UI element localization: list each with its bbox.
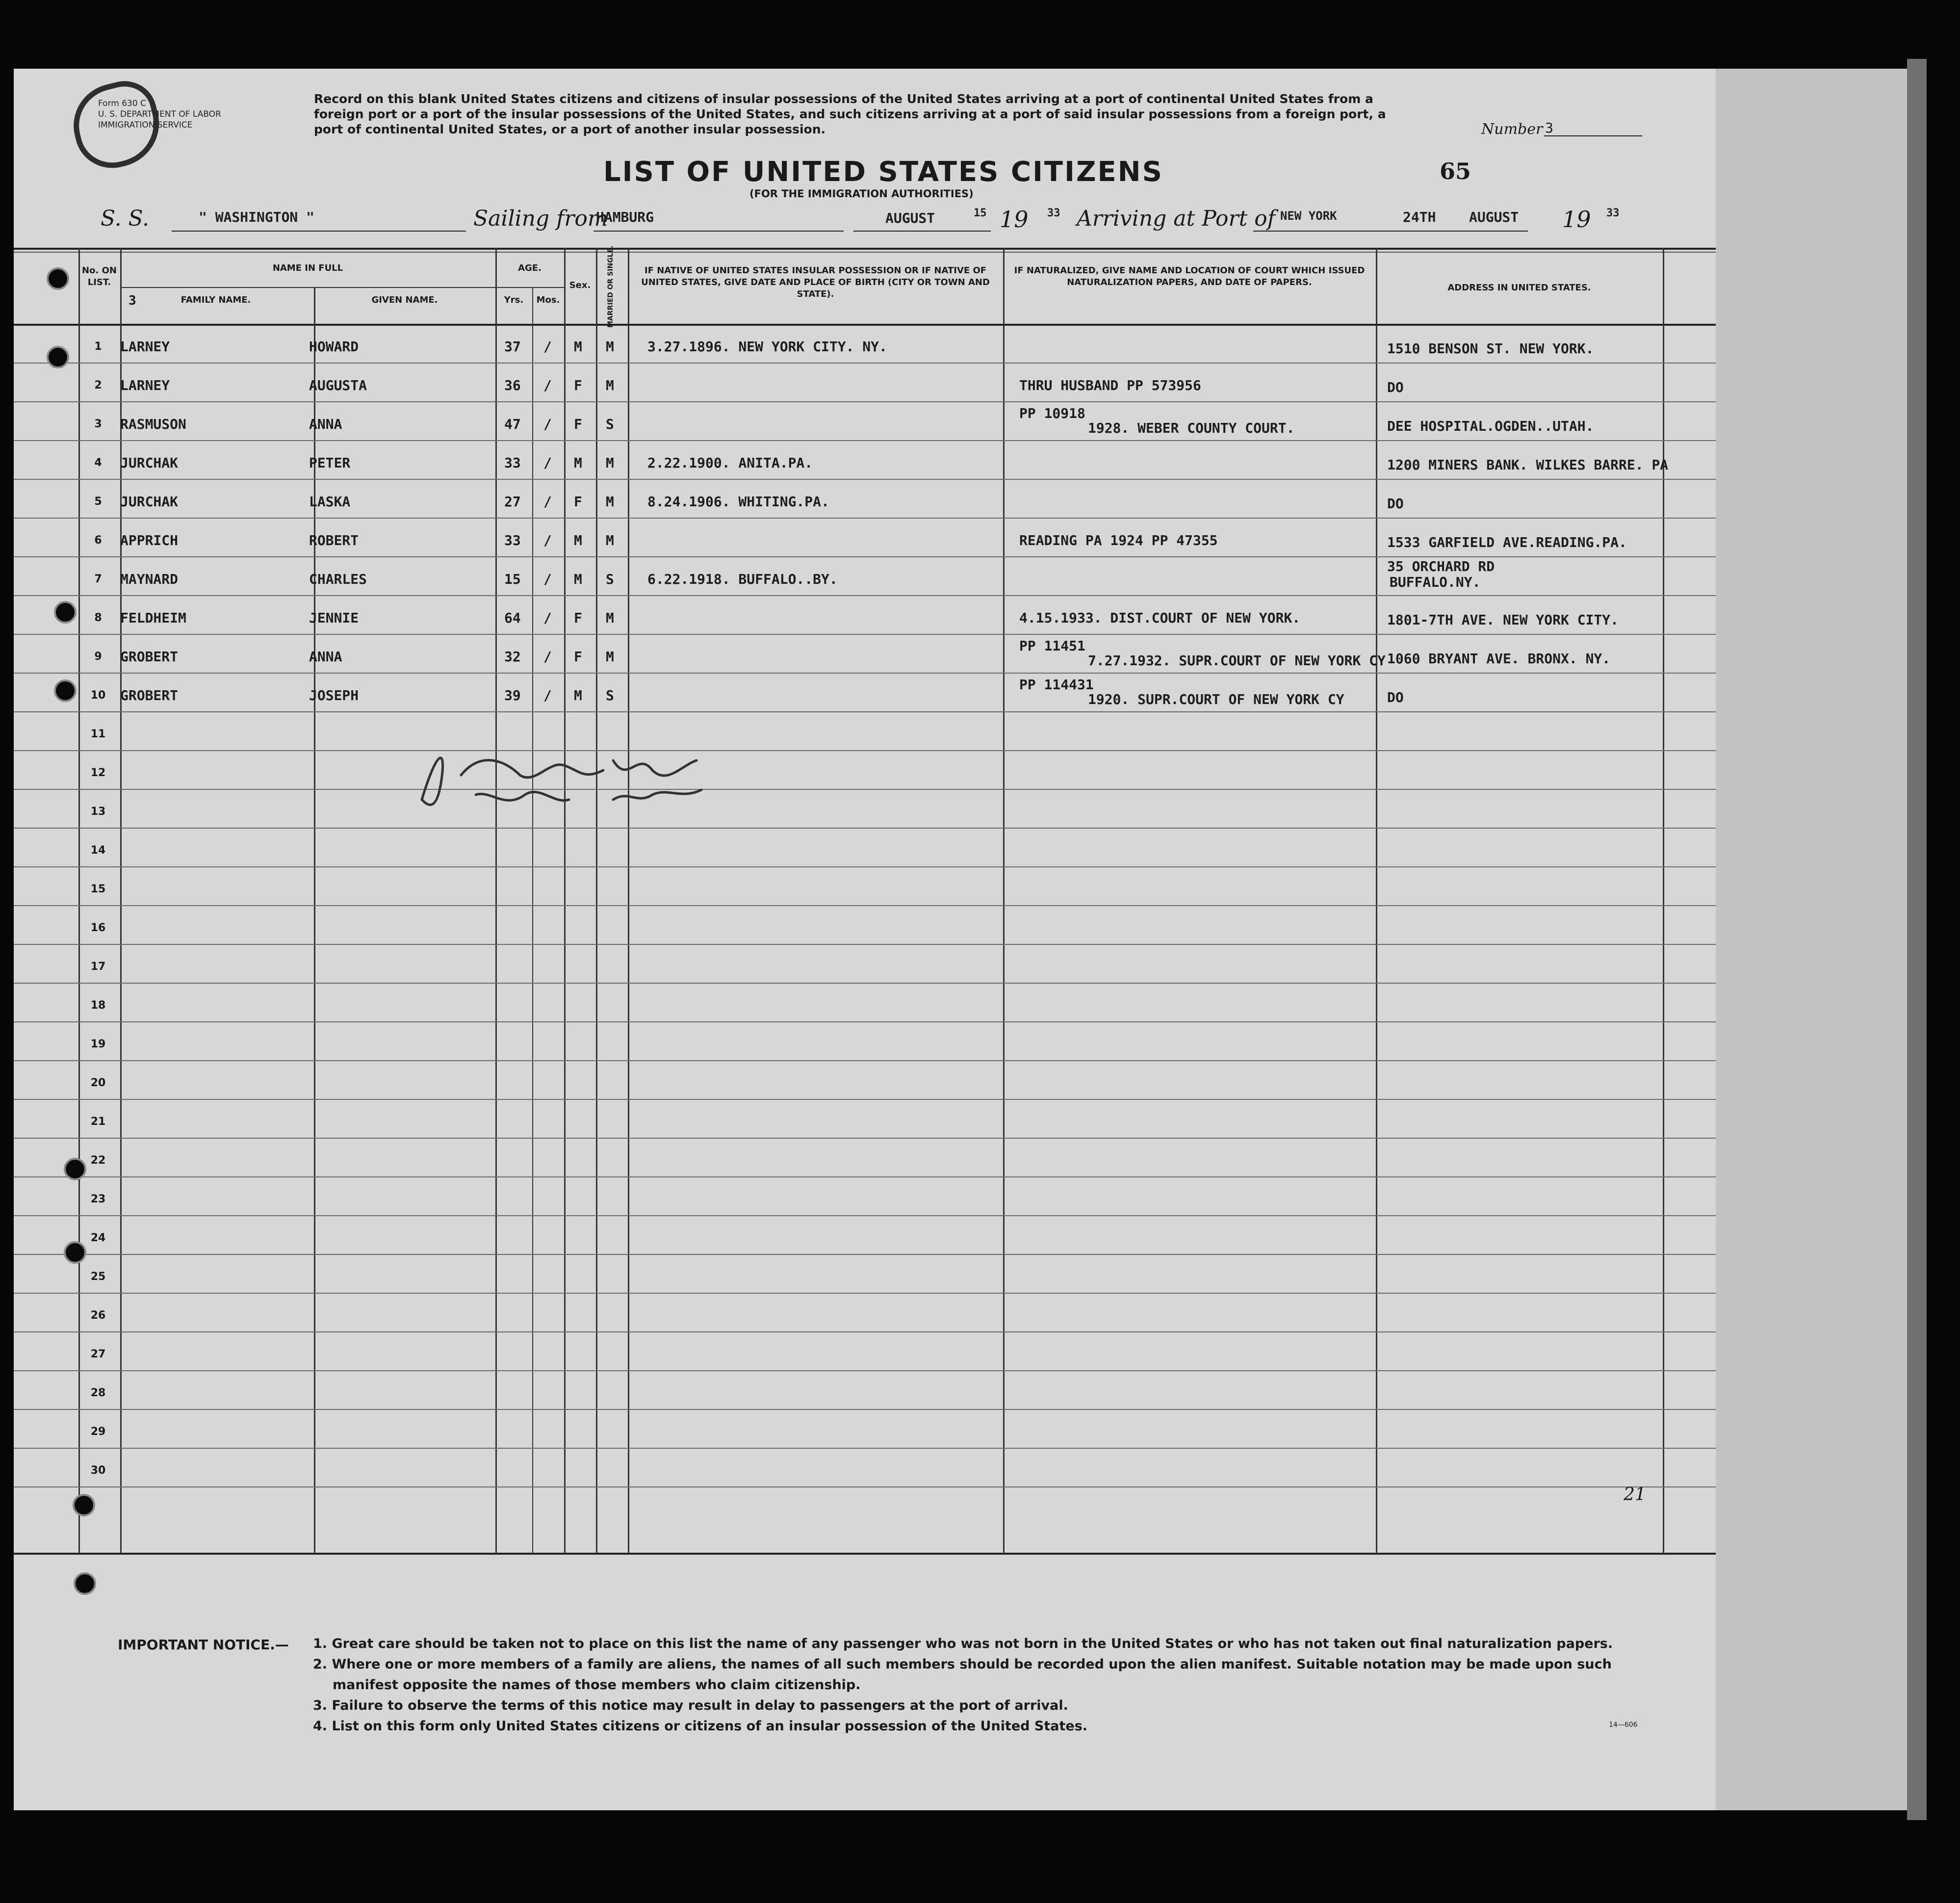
page-title: LIST OF UNITED STATES CITIZENS: [603, 156, 1163, 188]
row-number: 3: [94, 418, 102, 430]
years-header: Yrs.: [504, 295, 524, 305]
no-on-list-header: No. ON LIST.: [82, 265, 117, 287]
age-months: /: [543, 532, 552, 548]
folio-mark: 21: [1624, 1485, 1646, 1505]
row-number: 24: [90, 1232, 106, 1244]
table-top-rule: [14, 248, 1716, 250]
marital-status: M: [606, 377, 614, 393]
punch-hole: [47, 267, 69, 290]
age-months: /: [543, 416, 552, 432]
age-years: 15: [504, 571, 521, 587]
us-address-line2: BUFFALO.NY.: [1390, 574, 1481, 590]
row-number: 10: [90, 689, 106, 702]
marital-status: S: [606, 416, 614, 432]
arrival-day: 24TH: [1403, 209, 1436, 225]
given-name: LASKA: [309, 494, 351, 510]
table-row: [14, 750, 1716, 789]
row-number: 23: [90, 1193, 106, 1205]
family-name: LARNEY: [120, 339, 170, 355]
table-row: [14, 1021, 1716, 1060]
arriving-label: Arriving at Port of: [1077, 206, 1276, 231]
row-number: 25: [90, 1271, 106, 1283]
naturalization-info: READING PA 1924 PP 47355: [1019, 532, 1218, 548]
sex-value: M: [574, 455, 582, 471]
age-months: /: [543, 339, 552, 355]
sex-value: M: [574, 571, 582, 587]
birth-info: 6.22.1918. BUFFALO..BY.: [647, 571, 838, 587]
given-name: HOWARD: [309, 339, 359, 355]
birth-info: 2.22.1900. ANITA.PA.: [647, 455, 813, 471]
table-row: [14, 1293, 1716, 1331]
binding-edge: [1907, 59, 1927, 1820]
given-name: AUGUSTA: [309, 377, 367, 393]
sex-header: Sex.: [569, 280, 591, 290]
age-months: /: [543, 649, 552, 665]
row-number: 12: [90, 767, 106, 779]
row-number: 20: [90, 1077, 106, 1089]
family-name: LARNEY: [120, 377, 170, 393]
row-number: 1: [94, 340, 102, 353]
arrival-month: AUGUST: [1469, 209, 1519, 225]
family-group-mark: 3: [129, 293, 136, 308]
ship-underline: [172, 231, 466, 232]
row-number: 15: [90, 883, 106, 895]
sailing-day: 15: [974, 207, 987, 219]
age-years: 36: [504, 377, 521, 393]
us-address: 1510 BENSON ST. NEW YORK.: [1387, 340, 1594, 357]
address-header: ADDRESS IN UNITED STATES.: [1447, 283, 1591, 293]
sex-value: F: [574, 416, 582, 432]
age-years: 64: [504, 610, 521, 626]
age-years: 33: [504, 455, 521, 471]
instruction-line: foreign port or a port of the insular possessions of the United States, and such citizens arriving at a port of said insular possessions from a foreign port, a: [314, 107, 1386, 121]
table-row: [14, 1448, 1716, 1486]
family-name: RASMUSON: [120, 416, 186, 432]
sex-value: M: [574, 532, 582, 548]
row-number: 29: [90, 1426, 106, 1438]
row-number: 9: [94, 651, 102, 663]
marital-status: S: [606, 687, 614, 704]
row-number: 26: [90, 1309, 106, 1322]
table-row: [14, 866, 1716, 905]
sex-value: F: [574, 649, 582, 665]
notice-item: manifest opposite the names of those members who claim citizenship.: [333, 1677, 861, 1693]
marital-status: M: [606, 455, 614, 471]
row-rule: [14, 1486, 1716, 1487]
sailing-year: 33: [1047, 207, 1060, 219]
us-address: DEE HOSPITAL.OGDEN..UTAH.: [1387, 418, 1594, 434]
instruction-line: Record on this blank United States citizens and citizens of insular possessions of the United States arriving at a port of continental United States from a: [314, 92, 1373, 106]
sex-value: M: [574, 339, 582, 355]
table-row: [14, 595, 1716, 634]
birth-header: IF NATIVE OF UNITED STATES INSULAR POSSESSION OR IF NATIVE OF UNITED STATES, GIVE DATE AND PLACE OF BIRTH (CITY OR TOWN AND STATE).: [641, 265, 990, 299]
row-number: 17: [90, 961, 106, 973]
us-address: 35 ORCHARD RD: [1387, 558, 1495, 574]
us-address: 1200 MINERS BANK. WILKES BARRE. PA: [1387, 457, 1669, 473]
age-months: /: [543, 610, 552, 626]
table-row: [14, 1254, 1716, 1293]
family-name: FELDHEIM: [120, 610, 186, 626]
table-row: [14, 440, 1716, 479]
page-margin: [1716, 69, 1907, 1810]
naturalization-court: 1920. SUPR.COURT OF NEW YORK CY: [1088, 691, 1344, 707]
ss-label: S. S.: [101, 206, 150, 231]
naturalization-court: 1928. WEBER COUNTY COURT.: [1088, 420, 1295, 436]
table-row: [14, 479, 1716, 518]
family-name: GROBERT: [120, 649, 179, 665]
arrival-underline: [1253, 231, 1528, 232]
arrival-year-prefix: 19: [1562, 206, 1591, 233]
row-number: 11: [90, 728, 106, 740]
table-row: [14, 363, 1716, 401]
table-row: [14, 556, 1716, 595]
sheet-number: 65: [1440, 158, 1471, 184]
naturalization-info: THRU HUSBAND PP 573956: [1019, 377, 1201, 393]
punch-hole: [54, 601, 77, 624]
arrival-year: 33: [1606, 207, 1620, 219]
table-row: [14, 828, 1716, 866]
table-row: [14, 944, 1716, 983]
sailing-label: Sailing from: [473, 206, 608, 231]
notice-heading: IMPORTANT NOTICE.—: [118, 1637, 289, 1653]
ship-name: " WASHINGTON ": [199, 209, 315, 225]
notice-item: 1. Great care should be taken not to place on this list the name of any passenger who was not born in the United States or who has not taken out final naturalization papers.: [313, 1636, 1613, 1651]
instruction-line: port of continental United States, or a port of another insular possession.: [314, 122, 826, 136]
arrival-port: NEW YORK: [1280, 209, 1337, 223]
service-name: IMMIGRATION SERVICE: [98, 120, 193, 130]
birth-info: 3.27.1896. NEW YORK CITY. NY.: [647, 339, 887, 355]
age-years: 37: [504, 339, 521, 355]
punch-hole: [64, 1241, 86, 1264]
page-subtitle: (FOR THE IMMIGRATION AUTHORITIES): [749, 188, 974, 200]
naturalization-info: PP 114431: [1019, 677, 1094, 693]
punch-hole: [54, 679, 77, 702]
marital-status: M: [606, 649, 614, 665]
row-number: 28: [90, 1387, 106, 1399]
table-top-rule-inner: [14, 252, 1716, 253]
naturalization-court: 7.27.1932. SUPR.COURT OF NEW YORK CY: [1088, 652, 1386, 669]
form-identifier: [98, 98, 221, 130]
row-number: 6: [94, 534, 102, 547]
age-years: 39: [504, 687, 521, 704]
family-name: MAYNARD: [120, 571, 179, 587]
row-number: 14: [90, 844, 106, 857]
table-row: [14, 1099, 1716, 1138]
table-row: [14, 673, 1716, 711]
table-row: [14, 401, 1716, 440]
handwritten-signature: [407, 731, 799, 819]
age-months: /: [543, 377, 552, 393]
naturalization-info: 4.15.1933. DIST.COURT OF NEW YORK.: [1019, 610, 1301, 626]
age-years: 27: [504, 494, 521, 510]
naturalized-header: IF NATURALIZED, GIVE NAME AND LOCATION OF COURT WHICH ISSUED NATURALIZATION PAPERS, AND DATE OF PAPERS.: [1014, 265, 1365, 287]
table-row: [14, 1060, 1716, 1099]
row-number: 30: [90, 1464, 106, 1477]
form-number: Form 630 C: [98, 99, 146, 108]
age-months: /: [543, 455, 552, 471]
row-number: 7: [94, 573, 102, 585]
table-row: [14, 1215, 1716, 1254]
table-row: [14, 1176, 1716, 1215]
punch-hole: [74, 1572, 96, 1595]
row-number: 4: [94, 457, 102, 469]
us-address: DO: [1387, 495, 1404, 512]
us-address: 1060 BRYANT AVE. BRONX. NY.: [1387, 651, 1611, 667]
married-single-header: MARRIED OR SINGLE.: [607, 245, 615, 328]
table-row: [14, 905, 1716, 944]
punch-hole: [64, 1158, 86, 1180]
department-name: U. S. DEPARTMENT OF LABOR: [98, 109, 221, 119]
sailing-month: AUGUST: [885, 210, 935, 226]
name-subheader-rule: [120, 287, 495, 288]
months-header: Mos.: [536, 295, 560, 305]
us-address: 1801-7TH AVE. NEW YORK CITY.: [1387, 612, 1619, 628]
table-row: [14, 1138, 1716, 1176]
given-name-header: GIVEN NAME.: [371, 295, 438, 305]
year-prefix: 19: [1000, 206, 1029, 233]
table-row: [14, 789, 1716, 828]
row-number: 21: [90, 1116, 106, 1128]
given-name: JENNIE: [309, 610, 359, 626]
family-name: GROBERT: [120, 687, 179, 704]
notice-item: 3. Failure to observe the terms of this notice may result in delay to passengers at the port of arrival.: [313, 1698, 1068, 1713]
name-in-full-header: NAME IN FULL: [272, 263, 343, 273]
naturalization-info: PP 11451: [1019, 638, 1085, 654]
form-code: 14—606: [1609, 1721, 1638, 1729]
age-subheader-rule: [495, 287, 564, 288]
table-row: [14, 324, 1716, 363]
row-number: 27: [90, 1348, 106, 1360]
row-number: 18: [90, 999, 106, 1012]
birth-info: 8.24.1906. WHITING.PA.: [647, 494, 829, 510]
given-name: CHARLES: [309, 571, 367, 587]
sex-value: M: [574, 687, 582, 704]
age-years: 33: [504, 532, 521, 548]
row-number: 13: [90, 806, 106, 818]
naturalization-info: PP 10918: [1019, 405, 1085, 421]
marital-status: M: [606, 339, 614, 355]
marital-status: M: [606, 610, 614, 626]
table-row: [14, 1409, 1716, 1448]
age-months: /: [543, 571, 552, 587]
family-name: JURCHAK: [120, 494, 179, 510]
date-underline: [853, 231, 991, 232]
sex-value: F: [574, 377, 582, 393]
marital-status: S: [606, 571, 614, 587]
age-header: AGE.: [518, 263, 542, 273]
us-address: DO: [1387, 379, 1404, 395]
age-years: 47: [504, 416, 521, 432]
notice-item: 2. Where one or more members of a family are aliens, the names of all such members should be recorded upon the alien manifest. Suitable notation may be made upon such: [313, 1657, 1612, 1672]
row-number: 22: [90, 1154, 106, 1167]
table-row: [14, 1370, 1716, 1409]
number-value: 3: [1545, 120, 1553, 136]
row-number: 16: [90, 922, 106, 934]
row-number: 8: [94, 612, 102, 624]
sex-value: F: [574, 494, 582, 510]
punch-hole: [73, 1494, 95, 1516]
table-bottom-rule: [14, 1553, 1716, 1555]
given-name: ROBERT: [309, 532, 359, 548]
given-name: JOSEPH: [309, 687, 359, 704]
table-row: [14, 983, 1716, 1021]
table-row: [14, 634, 1716, 673]
given-name: ANNA: [309, 649, 342, 665]
form-instructions: [314, 91, 1413, 137]
number-underline: [1544, 135, 1642, 136]
family-name-header: FAMILY NAME.: [181, 295, 251, 305]
table-row: [14, 518, 1716, 556]
marital-status: M: [606, 494, 614, 510]
punch-hole: [47, 346, 69, 368]
us-address: 1533 GARFIELD AVE.READING.PA.: [1387, 534, 1627, 550]
sailing-underline: [593, 231, 844, 232]
family-name: JURCHAK: [120, 455, 179, 471]
age-months: /: [543, 494, 552, 510]
notice-list: [313, 1634, 1686, 1737]
family-name: APPRICH: [120, 532, 179, 548]
table-row: [14, 1331, 1716, 1370]
table-row: [14, 711, 1716, 750]
given-name: PETER: [309, 455, 351, 471]
row-number: 2: [94, 379, 102, 391]
given-name: ANNA: [309, 416, 342, 432]
row-number: 5: [94, 495, 102, 508]
age-months: /: [543, 687, 552, 704]
notice-item: 4. List on this form only United States citizens or citizens of an insular possession of the United States.: [313, 1719, 1088, 1734]
row-number: 19: [90, 1038, 106, 1050]
sailing-port: HAMBURG: [596, 209, 654, 225]
number-label: Number: [1481, 121, 1543, 138]
age-years: 32: [504, 649, 521, 665]
us-address: DO: [1387, 689, 1404, 705]
sex-value: F: [574, 610, 582, 626]
marital-status: M: [606, 532, 614, 548]
